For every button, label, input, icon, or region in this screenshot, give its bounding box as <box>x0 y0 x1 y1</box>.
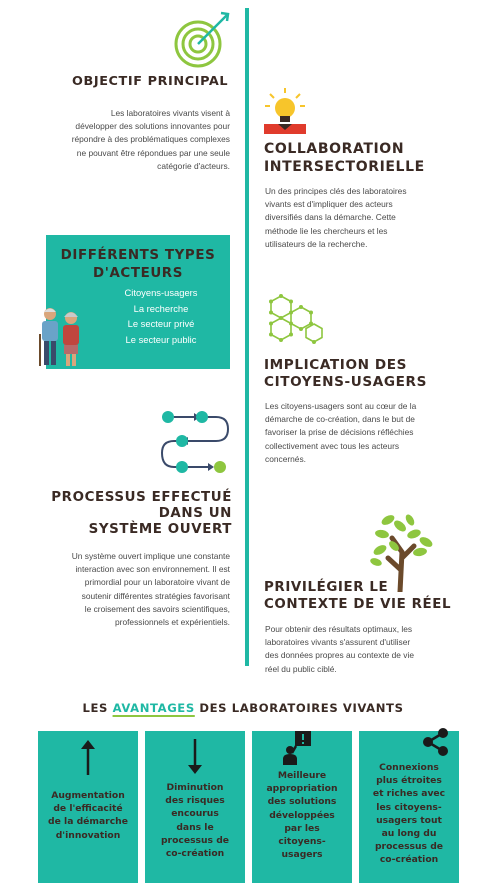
benefit-card <box>359 731 459 883</box>
benefit-card <box>38 731 138 883</box>
acteur-item: Le secteur public <box>125 333 197 345</box>
acteur-item: Citoyens-usagers <box>124 287 198 298</box>
objectif-text: Les laboratoires vivants visent à développer des solutions innovantes pour répondre à des problématiques complexes ne pouvant être répondues par une seule catégorie d'acteurs. <box>71 108 230 171</box>
benefit-label: Diminution des risques encourus dans le processus de co-création <box>160 782 230 860</box>
implication-title: IMPLICATION DES CITOYENS-USAGERS <box>264 357 427 390</box>
objectif-title: OBJECTIF PRINCIPAL <box>72 74 229 89</box>
benefits-title-highlight: AVANTAGES <box>112 701 195 715</box>
benefit-label: Meilleure appropriation des solutions développées par les citoyens- usagers <box>266 770 338 861</box>
lightbulb-icon <box>262 86 308 136</box>
collaboration-title: COLLABORATION INTERSECTORIELLE <box>264 141 425 175</box>
acteurs-list <box>96 285 226 347</box>
benefit-label: Connexions plus étroites et riches avec les citoyens- usagers tout au long du processus de co-création <box>372 762 446 866</box>
share-icon <box>421 727 451 757</box>
benefit-card <box>252 731 352 883</box>
center-divider <box>245 8 249 666</box>
hexagon-network-icon <box>262 294 324 348</box>
person-idea-icon <box>282 731 312 765</box>
process-flow-icon <box>158 405 238 479</box>
contexte-title: PRIVILÉGIER LE CONTEXTE DE VIE RÉEL <box>264 580 452 612</box>
benefits-title: LES AVANTAGES DES LABORATOIRES VIVANTS <box>82 701 404 715</box>
processus-title: PROCESSUS EFFECTUÉ DANS UN SYSTÈME OUVERT <box>51 490 232 537</box>
acteurs-title: DIFFÉRENTS TYPES D'ACTEURS <box>60 248 216 281</box>
contexte-text: Pour obtenir des résultats optimaux, les laboratoires vivants s'assurent d'utiliser des données propres au contexte de vie réel du public ciblé. <box>265 624 414 674</box>
benefit-label: Augmentation de l'efficacité de la démarche d'innovation <box>48 790 128 841</box>
arrow-down-icon <box>187 739 203 775</box>
acteur-item: La recherche <box>133 302 189 314</box>
processus-text: Un système ouvert implique une constante interaction avec son environnement. Il est primordial pour un laboratoire vivant de soutenir différentes stratégies favorisant le croisement des savoirs scientifiques, professionnels et expérientiels. <box>71 551 230 628</box>
benefit-card <box>145 731 245 883</box>
arrow-up-icon <box>80 739 96 775</box>
collaboration-text: Un des principes clés des laboratoires vivants est d'impliquer des acteurs diversifiés dans la démarche. Cette méthode lie les chercheurs et les utilisateurs de la recherche. <box>265 186 407 249</box>
target-icon <box>173 10 235 68</box>
implication-text: Les citoyens-usagers sont au cœur de la démarche de co-création, dans le but de favoriser la prise de décisions réfléchies collectivement avec tous les acteurs concernés. <box>265 401 417 464</box>
elderly-couple-icon <box>36 306 86 370</box>
acteur-item: Le secteur privé <box>127 318 195 329</box>
